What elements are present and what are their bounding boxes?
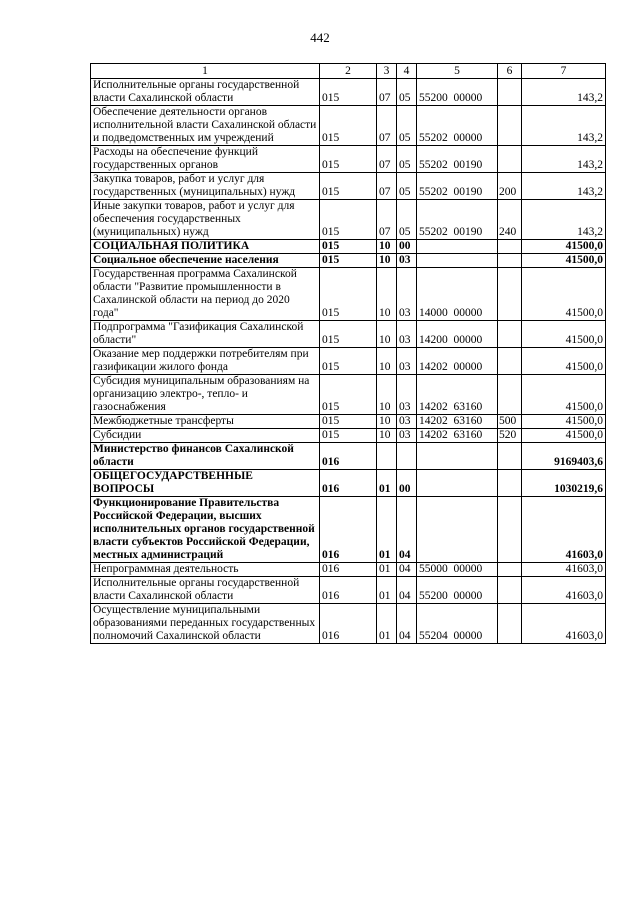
cell-section-code: 07: [377, 106, 397, 146]
table-row: [91, 604, 606, 644]
table-row: [91, 240, 606, 254]
cell-amount: 41603,0: [522, 577, 606, 604]
cell-amount: 9169403,6: [522, 443, 606, 470]
cell-amount: 41500,0: [522, 240, 606, 254]
cell-subsection-code: 05: [397, 146, 417, 173]
cell-section-code: 01: [377, 604, 397, 644]
page-number: 442: [310, 30, 330, 45]
cell-expense-type: [498, 604, 522, 644]
cell-item-name: Осуществление муниципальными образованиями переданных государственных полномочий Сахалинской области: [91, 604, 320, 644]
cell-target-article: 55202 00000: [417, 106, 498, 146]
cell-subsection-code: 05: [397, 200, 417, 240]
cell-subsection-code: 04: [397, 563, 417, 577]
cell-target-article: 55204 00000: [417, 604, 498, 644]
cell-amount: 143,2: [522, 200, 606, 240]
cell-subsection-code: 03: [397, 268, 417, 321]
cell-item-name: Исполнительные органы государственной власти Сахалинской области: [91, 577, 320, 604]
cell-admin-code: 016: [320, 577, 377, 604]
cell-target-article: 55202 00190: [417, 200, 498, 240]
table-row: [91, 79, 606, 106]
cell-admin-code: 016: [320, 470, 377, 497]
cell-admin-code: 015: [320, 79, 377, 106]
cell-section-code: 10: [377, 240, 397, 254]
cell-subsection-code: 00: [397, 470, 417, 497]
cell-section-code: 10: [377, 348, 397, 375]
cell-expense-type: [498, 348, 522, 375]
cell-section-code: 10: [377, 415, 397, 429]
cell-amount: 41500,0: [522, 415, 606, 429]
cell-section-code: 10: [377, 268, 397, 321]
cell-expense-type: [498, 497, 522, 563]
header-row: [91, 64, 606, 79]
cell-subsection-code: 03: [397, 348, 417, 375]
cell-subsection-code: 05: [397, 173, 417, 200]
cell-item-name: Расходы на обеспечение функций государственных органов: [91, 146, 320, 173]
cell-expense-type: [498, 268, 522, 321]
table-row: [91, 321, 606, 348]
cell-admin-code: 016: [320, 604, 377, 644]
cell-subsection-code: 05: [397, 79, 417, 106]
cell-target-article: 14202 63160: [417, 375, 498, 415]
cell-target-article: [417, 497, 498, 563]
cell-item-name: Обеспечение деятельности органов исполнительной власти Сахалинской области и подведомственных им учреждений: [91, 106, 320, 146]
table-row: [91, 106, 606, 146]
cell-target-article: [417, 254, 498, 268]
table-row: [91, 200, 606, 240]
cell-expense-type: 500: [498, 415, 522, 429]
cell-expense-type: 200: [498, 173, 522, 200]
cell-item-name: Субсидия муниципальным образованиям на организацию электро-, тепло- и газоснабжения: [91, 375, 320, 415]
cell-amount: 143,2: [522, 106, 606, 146]
cell-subsection-code: 03: [397, 375, 417, 415]
cell-amount: 41603,0: [522, 604, 606, 644]
table-row: [91, 415, 606, 429]
cell-target-article: [417, 470, 498, 497]
cell-section-code: [377, 443, 397, 470]
table-row: [91, 146, 606, 173]
cell-amount: 143,2: [522, 173, 606, 200]
cell-expense-type: 240: [498, 200, 522, 240]
budget-table: [90, 63, 606, 644]
cell-item-name: Закупка товаров, работ и услуг для государственных (муниципальных) нужд: [91, 173, 320, 200]
table-row: [91, 577, 606, 604]
header-cell-4: 4: [397, 64, 417, 79]
cell-item-name: Исполнительные органы государственной власти Сахалинской области: [91, 79, 320, 106]
cell-expense-type: 520: [498, 429, 522, 443]
cell-target-article: 14202 63160: [417, 429, 498, 443]
cell-target-article: 55000 00000: [417, 563, 498, 577]
cell-item-name: Субсидии: [91, 429, 320, 443]
cell-target-article: [417, 443, 498, 470]
cell-amount: 1030219,6: [522, 470, 606, 497]
cell-target-article: 14200 00000: [417, 321, 498, 348]
cell-amount: 143,2: [522, 79, 606, 106]
cell-admin-code: 016: [320, 563, 377, 577]
table-row: [91, 173, 606, 200]
cell-item-name: СОЦИАЛЬНАЯ ПОЛИТИКА: [91, 240, 320, 254]
cell-section-code: 01: [377, 497, 397, 563]
table-row: [91, 348, 606, 375]
table-row: [91, 268, 606, 321]
table-row: [91, 375, 606, 415]
table-row: [91, 497, 606, 563]
cell-admin-code: 015: [320, 321, 377, 348]
cell-target-article: 14000 00000: [417, 268, 498, 321]
cell-admin-code: 015: [320, 200, 377, 240]
cell-section-code: 01: [377, 577, 397, 604]
cell-section-code: 07: [377, 79, 397, 106]
cell-admin-code: 015: [320, 375, 377, 415]
cell-expense-type: [498, 563, 522, 577]
cell-admin-code: 016: [320, 443, 377, 470]
cell-amount: 41603,0: [522, 563, 606, 577]
cell-subsection-code: 05: [397, 106, 417, 146]
cell-subsection-code: 04: [397, 604, 417, 644]
cell-amount: 41500,0: [522, 348, 606, 375]
cell-expense-type: [498, 375, 522, 415]
cell-subsection-code: 04: [397, 577, 417, 604]
header-cell-1: 1: [91, 64, 320, 79]
cell-admin-code: 015: [320, 106, 377, 146]
cell-item-name: Межбюджетные трансферты: [91, 415, 320, 429]
cell-target-article: 55200 00000: [417, 577, 498, 604]
cell-target-article: 55200 00000: [417, 79, 498, 106]
cell-amount: 41603,0: [522, 497, 606, 563]
cell-expense-type: [498, 443, 522, 470]
cell-amount: 41500,0: [522, 429, 606, 443]
cell-admin-code: 015: [320, 348, 377, 375]
cell-item-name: Подпрограмма "Газификация Сахалинской области": [91, 321, 320, 348]
cell-target-article: 55202 00190: [417, 173, 498, 200]
table-row: [91, 254, 606, 268]
cell-amount: 143,2: [522, 146, 606, 173]
cell-subsection-code: 03: [397, 429, 417, 443]
cell-item-name: Социальное обеспечение населения: [91, 254, 320, 268]
header-cell-2: 2: [320, 64, 377, 79]
header-cell-7: 7: [522, 64, 606, 79]
cell-expense-type: [498, 577, 522, 604]
cell-section-code: 07: [377, 173, 397, 200]
cell-section-code: 10: [377, 254, 397, 268]
table-row: [91, 443, 606, 470]
table-row: [91, 563, 606, 577]
cell-section-code: 07: [377, 200, 397, 240]
header-cell-5: 5: [417, 64, 498, 79]
cell-subsection-code: [397, 443, 417, 470]
cell-section-code: 01: [377, 563, 397, 577]
cell-admin-code: 016: [320, 497, 377, 563]
cell-amount: 41500,0: [522, 268, 606, 321]
cell-expense-type: [498, 106, 522, 146]
cell-admin-code: 015: [320, 415, 377, 429]
cell-section-code: 10: [377, 429, 397, 443]
table-row: [91, 429, 606, 443]
cell-section-code: 10: [377, 321, 397, 348]
cell-admin-code: 015: [320, 240, 377, 254]
cell-subsection-code: 00: [397, 240, 417, 254]
cell-admin-code: 015: [320, 173, 377, 200]
cell-admin-code: 015: [320, 254, 377, 268]
cell-admin-code: 015: [320, 146, 377, 173]
header-cell-3: 3: [377, 64, 397, 79]
cell-subsection-code: 03: [397, 415, 417, 429]
cell-target-article: 55202 00190: [417, 146, 498, 173]
cell-target-article: 14202 00000: [417, 348, 498, 375]
cell-expense-type: [498, 79, 522, 106]
cell-item-name: Иные закупки товаров, работ и услуг для обеспечения государственных (муниципальных) нужд: [91, 200, 320, 240]
cell-item-name: ОБЩЕГОСУДАРСТВЕННЫЕ ВОПРОСЫ: [91, 470, 320, 497]
cell-amount: 41500,0: [522, 321, 606, 348]
cell-item-name: Министерство финансов Сахалинской области: [91, 443, 320, 470]
cell-admin-code: 015: [320, 268, 377, 321]
cell-section-code: 10: [377, 375, 397, 415]
header-cell-6: 6: [498, 64, 522, 79]
cell-section-code: 07: [377, 146, 397, 173]
cell-admin-code: 015: [320, 429, 377, 443]
table-row: [91, 470, 606, 497]
cell-expense-type: [498, 321, 522, 348]
cell-amount: 41500,0: [522, 375, 606, 415]
cell-subsection-code: 03: [397, 254, 417, 268]
cell-subsection-code: 04: [397, 497, 417, 563]
cell-expense-type: [498, 146, 522, 173]
cell-section-code: 01: [377, 470, 397, 497]
cell-item-name: Функционирование Правительства Российской Федерации, высших исполнительных органов государственной власти субъектов Российской Федерации, местных администраций: [91, 497, 320, 563]
cell-item-name: Государственная программа Сахалинской области "Развитие промышленности в Сахалинской области на период до 2020 года": [91, 268, 320, 321]
cell-expense-type: [498, 254, 522, 268]
cell-subsection-code: 03: [397, 321, 417, 348]
cell-target-article: 14202 63160: [417, 415, 498, 429]
cell-expense-type: [498, 470, 522, 497]
cell-item-name: Непрограммная деятельность: [91, 563, 320, 577]
cell-amount: 41500,0: [522, 254, 606, 268]
cell-target-article: [417, 240, 498, 254]
cell-expense-type: [498, 240, 522, 254]
cell-item-name: Оказание мер поддержки потребителям при газификации жилого фонда: [91, 348, 320, 375]
